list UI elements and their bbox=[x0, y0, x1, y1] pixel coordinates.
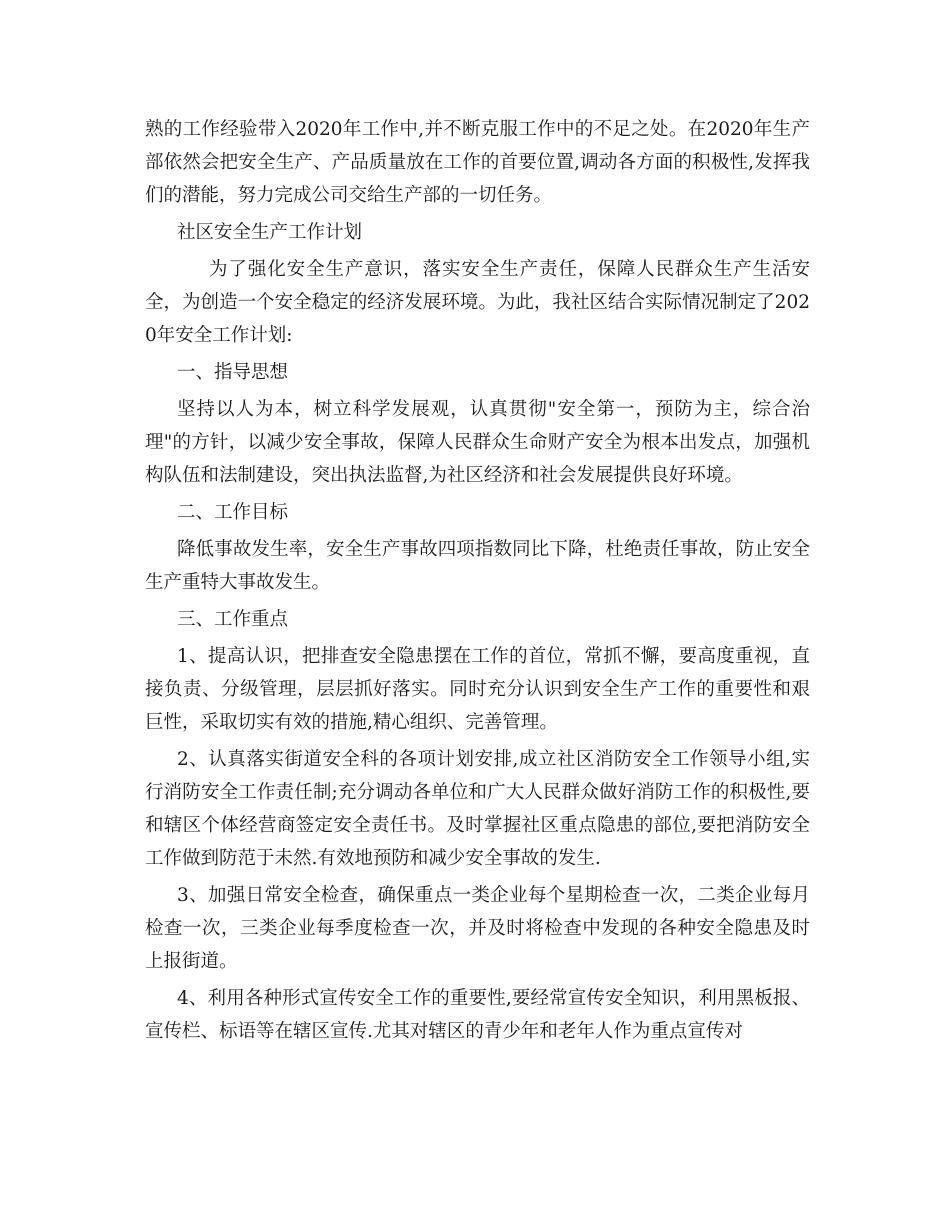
paragraph-guiding-thought: 坚持以人为本，树立科学发展观，认真贯彻"安全第一，预防为主，综合治理"的方针，以减少安全事故，保障人民群众生命财产安全为根本出发点，加强机构队伍和法制建设，突出执法监督,为社区经济和社会发展提供良好环境。 bbox=[145, 399, 810, 486]
section-title: 社区安全生产工作计划 bbox=[177, 222, 363, 243]
list-item-3: 3、加强日常安全检查，确保重点一类企业每个星期检查一次，二类企业每月检查一次，三类企业每季度检查一次，并及时将检查中发现的各种安全隐患及时上报街道。 bbox=[145, 885, 810, 972]
paragraph-work-goal: 降低事故发生率，安全生产事故四项指数同比下降，杜绝责任事故，防止安全生产重特大事故发生。 bbox=[145, 539, 810, 593]
heading-work-goal: 二、工作目标 bbox=[177, 502, 289, 523]
list-item-2: 2、认真落实街道安全科的各项计划安排,成立社区消防安全工作领导小组,实行消防安全工作责任制;充分调动各单位和广大人民群众做好消防工作的积极性,要和辖区个体经营商签定安全责任书。及时掌握社区重点隐患的部位,要把消防安全工作做到防范于未然.有效地预防和减少安全事故的发生. bbox=[145, 749, 810, 869]
paragraph-intro: 为了强化安全生产意识，落实安全生产责任，保障人民群众生产生活安全，为创造一个安全稳定的经济发展环境。为此，我社区结合实际情况制定了2020年安全工作计划: bbox=[145, 259, 810, 346]
list-item-1: 1、提高认识，把排查安全隐患摆在工作的首位，常抓不懈，要高度重视，直接负责、分级管理，层层抓好落实。同时充分认识到安全生产工作的重要性和艰巨性，采取切实有效的措施,精心组织、完善管理。 bbox=[145, 646, 810, 733]
document-body bbox=[145, 113, 810, 1052]
paragraph-continuation: 熟的工作经验带入2020年工作中,并不断克服工作中的不足之处。在2020年生产部依然会把安全生产、产品质量放在工作的首要位置,调动各方面的积极性,发挥我们的潜能，努力完成公司交给生产部的一切任务。 bbox=[145, 119, 810, 206]
heading-work-focus: 三、工作重点 bbox=[177, 609, 289, 630]
list-item-4: 4、利用各种形式宣传安全工作的重要性,要经常宣传安全知识，利用黑板报、宣传栏、标语等在辖区宣传.尤其对辖区的青少年和老年人作为重点宣传对 bbox=[145, 988, 810, 1042]
heading-guiding-thought: 一、指导思想 bbox=[177, 362, 289, 383]
